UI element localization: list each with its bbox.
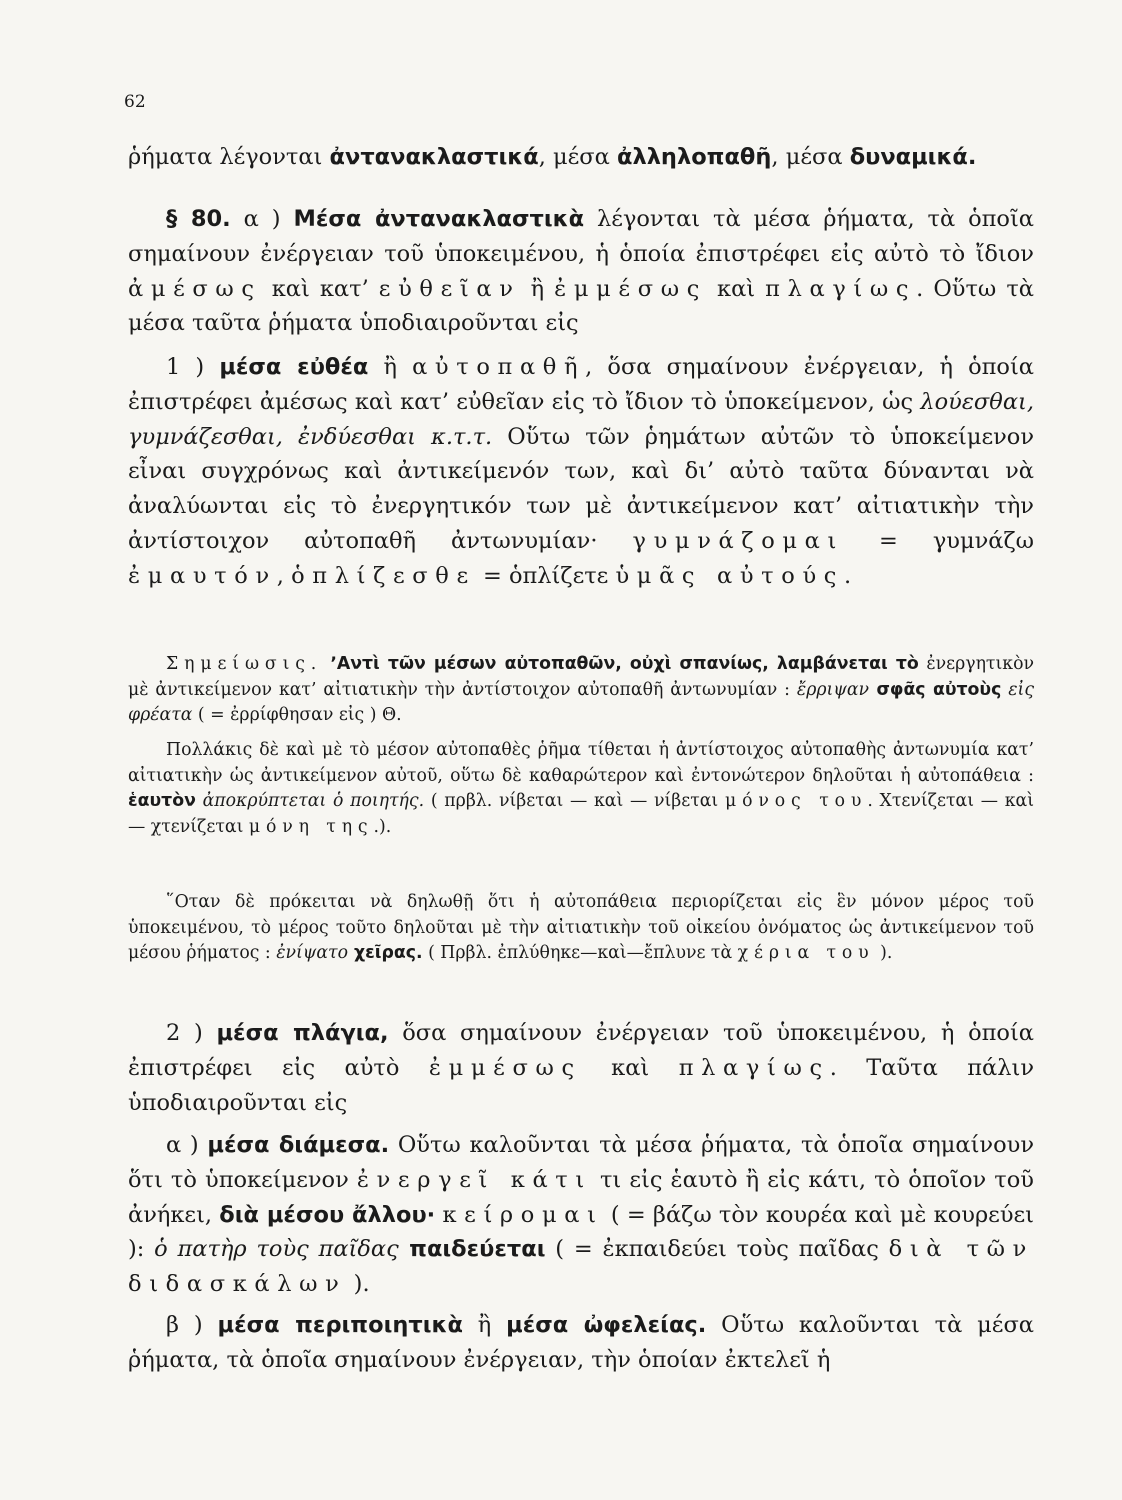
paragraph-b-benefactive-middle: β ) μέσα περιποιητικὰ ἢ μέσα ὠφελείας. Οὕτω καλοῦνται τὰ μέσα ῥήματα, τὰ ὁποῖα σημαίνουν ἐνέργειαν, τὴν ὁποίαν ἐκτελεῖ ἡ: [128, 1312, 1035, 1373]
note-part: ῞Οταν δὲ πρόκειται νὰ δηλωθῇ ὅτι ἡ αὐτοπάθεια περιορίζεται εἰς ἓν μόνον μέρος τοῦ ὑποκειμένου, τὸ μέρος τοῦτο δηλοῦται μὲ τὴν αἰτιατικὴν τοῦ οἰκείου ὀνόματος ὡς ἀντικείμενον τοῦ μέσου ῥήματος : ἐνίψατο χεῖρας. ( Πρβλ. ἐπλύθηκε—καὶ—ἔπλυνε τὰ χέρια του ).: [128, 892, 1034, 964]
note-often: Πολλάκις δὲ καὶ μὲ τὸ μέσον αὐτοπαθὲς ῥῆμα τίθεται ἡ ἀντίστοιχος αὐτοπαθὴς ἀντωνυμία κατ’ αἰτιατικὴν ὡς ἀντικείμενον αὐτοῦ, οὕτω δὲ καθαρώτερον καὶ ἐντονώτερον δηλοῦται ἡ αὐτοπάθεια : ἑαυτὸν ἀποκρύπτεται ὁ ποιητής. ( πρβλ. νίβεται — καὶ — νίβεται μόνος του. Χτενίζεται — καὶ — χτενίζεται μόνη της.).: [128, 740, 1034, 837]
page-number: 62: [124, 92, 146, 112]
paragraph-1-direct-middle: 1 ) μέσα εὐθέα ἢ αὐτοπαθῆ, ὅσα σημαίνουν ἐνέργειαν, ἡ ὁποία ἐπιστρέφει ἀμέσως καὶ κατ’ εὐθεῖαν εἰς τὸ ἴδιον τὸ ὑποκείμενον, ὡς λούεσθαι, γυμνάζεσθαι, ἐνδύεσθαι κ.τ.τ. Οὕτω τῶν ῥημάτων αὐτῶν τὸ ὑποκείμενον εἶναι συγχρόνως καὶ ἀντικείμενόν των, καὶ δι’ αὐτὸ ταῦτα δύνανται νὰ ἀναλύωνται εἰς τὸ ἐνεργητικόν των μὲ ἀντικείμενον κατ’ αἰτιατικὴν τὴν ἀντίστοιχον αὐτοπαθῆ ἀντωνυμίαν· γυμνάζομαι = γυμνάζω ἐμαυτόν, ὁπλίζεσθε = ὁπλίζετε ὑμᾶς αὐτούς.: [128, 354, 1035, 589]
paragraph-a-causative-middle: α ) μέσα διάμεσα. Οὕτω καλοῦνται τὰ μέσα ῥήματα, τὰ ὁποῖα σημαίνουν ὅτι τὸ ὑποκείμενον ἐνεργεῖ κάτι τι εἰς ἑαυτὸ ἢ εἰς κάτι, τὸ ὁποῖον τοῦ ἀνήκει, διὰ μέσου ἄλλου· κείρομαι ( = βάζω τὸν κουρέα καὶ μὲ κουρεύει ): ὁ πατὴρ τοὺς παῖδας παιδεύεται ( = ἐκπαιδεύει τοὺς παῖδας διὰ τῶν διδασκάλων ).: [128, 1132, 1035, 1298]
section-label: § 80.: [166, 206, 231, 232]
paragraph-2-indirect-middle: 2 ) μέσα πλάγια, ὅσα σημαίνουν ἐνέργειαν τοῦ ὑποκειμένου, ἡ ὁποία ἐπιστρέφει εἰς αὐτὸ ἐμμέσως καὶ πλαγίως. Ταῦτα πάλιν ὑποδιαιροῦνται εἰς: [128, 1020, 1034, 1116]
section-80: § 80. α ) Μέσα ἀντανακλαστικὰ λέγονται τὰ μέσα ῥήματα, τὰ ὁποῖα σημαίνουν ἐνέργειαν τοῦ ὑποκειμένου, ἡ ὁποία ἐπιστρέφει εἰς αὐτὸ τὸ ἴδιον ἀμέσως καὶ κατ’ εὐθεῖαν ἢ ἐμμέσως καὶ πλαγίως. Οὕτω τὰ μέσα ταῦτα ῥήματα ὑποδιαιροῦνται εἰς: [128, 206, 1034, 337]
note-remark: Σημείωσις. ’Αντὶ τῶν μέσων αὐτοπαθῶν, οὐχὶ σπανίως, λαμβάνεται τὸ ἐνεργητικὸν μὲ ἀντικείμενον κατ’ αἰτιατικὴν τὴν ἀντίστοιχον αὐτοπαθῆ ἀντωνυμίαν : ἔρριψαν σφᾶς αὐτοὺς εἰς φρέατα ( = ἐρρίφθησαν εἰς ) Θ.: [128, 654, 1034, 726]
intro-line: ῥήματα λέγονται ἀντανακλαστικά, μέσα ἀλληλοπαθῆ, μέσα δυναμικά.: [128, 144, 977, 170]
